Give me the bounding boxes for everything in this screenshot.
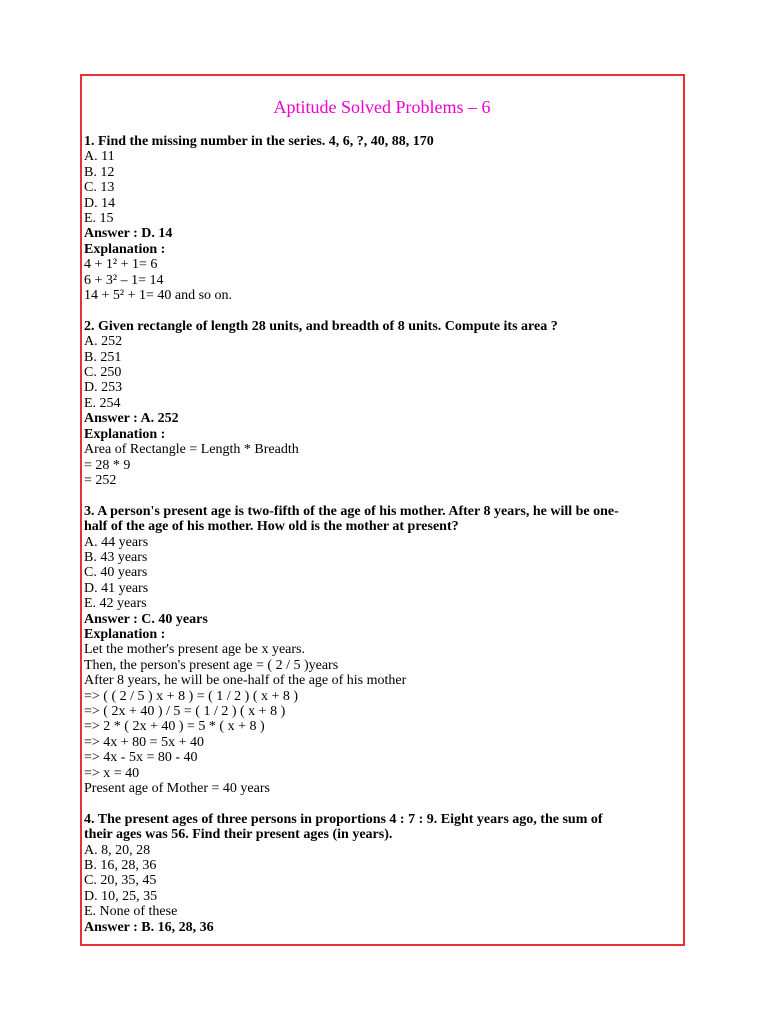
- option-e: E. 15: [84, 211, 114, 227]
- option-b: B. 43 years: [84, 549, 148, 565]
- option-c: C. 250: [84, 365, 122, 381]
- option-d: D. 14: [84, 195, 116, 211]
- explanation-line: 6 + 3² – 1= 14: [84, 272, 164, 288]
- option-e: E. None of these: [84, 904, 178, 920]
- option-e: E. 254: [84, 395, 121, 411]
- explanation-line: Let the mother's present age be x years.: [84, 642, 305, 658]
- option-e: E. 42 years: [84, 596, 147, 612]
- answer: Answer : C. 40 years: [84, 611, 208, 627]
- problem-3: [84, 504, 680, 797]
- option-d: D. 253: [84, 380, 123, 396]
- option-b: B. 16, 28, 36: [84, 858, 157, 874]
- option-a: A. 252: [84, 334, 123, 350]
- problem-1: [84, 134, 680, 303]
- option-c: C. 20, 35, 45: [84, 873, 157, 889]
- option-b: B. 251: [84, 349, 122, 365]
- option-a: A. 8, 20, 28: [84, 842, 151, 858]
- answer: Answer : D. 14: [84, 226, 173, 242]
- question-line: half of the age of his mother. How old is the mother at present?: [84, 519, 459, 535]
- explanation-line: => x = 40: [84, 765, 140, 781]
- document-body: [84, 96, 680, 950]
- explanation-label: Explanation :: [84, 626, 166, 642]
- option-c: C. 40 years: [84, 565, 148, 581]
- answer: Answer : A. 252: [84, 411, 179, 427]
- option-d: D. 10, 25, 35: [84, 888, 158, 904]
- explanation-line: => 4x - 5x = 80 - 40: [84, 750, 198, 766]
- explanation-line: 14 + 5² + 1= 40 and so on.: [84, 288, 233, 304]
- explanation-line: After 8 years, he will be one-half of the age of his mother: [84, 673, 407, 689]
- explanation-line: = 252: [84, 472, 117, 488]
- question-line: 1. Find the missing number in the series. 4, 6, ?, 40, 88, 170: [84, 134, 434, 149]
- explanation-line: Then, the person's present age = ( 2 / 5 )years: [84, 657, 339, 673]
- problem-2: [84, 319, 680, 488]
- option-b: B. 12: [84, 164, 115, 180]
- option-d: D. 41 years: [84, 580, 149, 596]
- question-line: 4. The present ages of three persons in proportions 4 : 7 : 9. Eight years ago, the sum of: [84, 811, 603, 827]
- option-a: A. 11: [84, 149, 115, 165]
- explanation-label: Explanation :: [84, 426, 166, 442]
- option-a: A. 44 years: [84, 534, 149, 550]
- option-c: C. 13: [84, 180, 115, 196]
- explanation-line: => ( 2x + 40 ) / 5 = ( 1 / 2 ) ( x + 8 ): [84, 704, 286, 719]
- problem-4: [84, 812, 680, 935]
- explanation-line: => 2 * ( 2x + 40 ) = 5 * ( x + 8 ): [84, 719, 265, 735]
- explanation-line: Area of Rectangle = Length * Breadth: [84, 442, 299, 458]
- explanation-line: => ( ( 2 / 5 ) x + 8 ) = ( 1 / 2 ) ( x + 8 ): [84, 688, 299, 704]
- question-line: 3. A person's present age is two-fifth of the age of his mother. After 8 years, he will be one-: [84, 503, 619, 519]
- answer: Answer : B. 16, 28, 36: [84, 919, 214, 935]
- explanation-line: => 4x + 80 = 5x + 40: [84, 734, 204, 750]
- document-title: Aptitude Solved Problems – 6: [273, 97, 491, 117]
- explanation-line: 4 + 1² + 1= 6: [84, 257, 158, 273]
- explanation-label: Explanation :: [84, 241, 166, 257]
- explanation-line: Present age of Mother = 40 years: [84, 781, 270, 797]
- question-line: 2. Given rectangle of length 28 units, and breadth of 8 units. Compute its area ?: [84, 318, 558, 334]
- question-line: their ages was 56. Find their present ages (in years).: [84, 827, 393, 843]
- explanation-line: = 28 * 9: [84, 457, 131, 473]
